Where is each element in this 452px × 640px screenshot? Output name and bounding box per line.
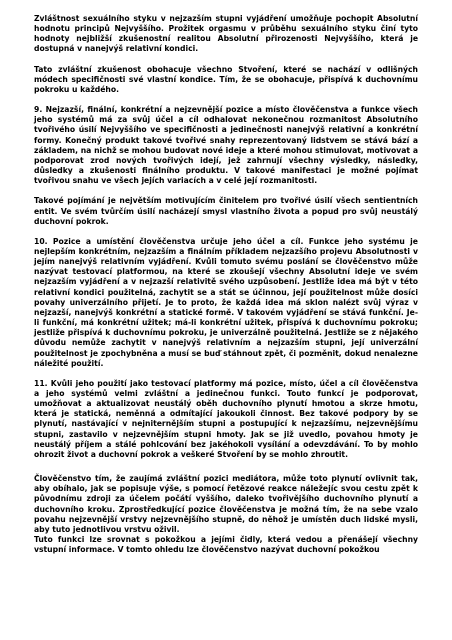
paragraph-mediator: Člověčenstvo tím, že zaujímá zvláštní pozici mediátora, může toto plynutí ovlivnit tak, aby obíhalo, jak se popisuje výše, s pomocí řetězové reakce náležejíc svou cestu zpět k původnímu zdroji za účelem počátí vyššího, daleko tvořivějšího duchovního plynutí a duchovního kroku. Zprostředkující pozice člověčenstva je možná tím, že na sebe vzalo povahu nejzevnější vrstvy nejzevnějšího stupně, do něhož je umístěn duch lidské mysli, aby tuto jednotlivou vrstvu oživil. bbox=[34, 474, 418, 534]
paragraph-conception: Takové pojímání je největším motivujícím činitelem pro tvořivé úsilí všech sentientních entit. Ve svém tvůrčím úsilí nacházejí smysl vlastního života a popud pro svůj neustálý duchovní pokrok. bbox=[34, 196, 418, 226]
paragraph-point-10: 10. Pozice a umístění člověčenstva určuje jeho účel a cíl. Funkce jeho systému je nejlepším konkrétním, nejzazším a finálním příkladem nejzazšího projevu Absolutnosti v jejím nanejvýš relativním vyjádření. Kvůli tomuto svému poslání se člověčenstvo může nazývat testovací platformou, na které se zkoušejí všechny Absolutní ideje ve svém nejzazším vyjádření a v nejzazší relativitě svého uzpůsobení. Jestliže idea má být v této relativní kondici použitelná, zachytit se a stát se účinnou, její použitelnost může dosíci povahy univerzálního přijetí. Je to proto, že každá idea má sklon nalézt svůj výraz v nejzazší, nanejvýš konkrétní a statické formě. V takovém vyjádření se stává funkční. Je-li funkční, má konkrétní užitek; má-li konkrétní užitek, přispívá k duchovnímu pokroku; jestliže přispívá k duchovnímu pokroku, je univerzálně použitelná. Jestliže se z nějakého důvodu nemůže zachytit v nanejvýš relativním a nejzazším stupni, její univerzální použitelnost je zpochybněna a musí se buď stáhnout zpět, či pozměnit, dokud nenalezne náležité použití. bbox=[34, 236, 418, 368]
paragraph-sexual-union: Zvláštnost sexuálního styku v nejzazším stupni vyjádření umožňuje pochopit Absolutní hodnotu principů Nejvyššího. Prožitek orgasmu v průběhu sexuálního styku činí tyto hodnoty nejbližší zkušenostní realitou Absolutní přirozenosti Nejvyššího, která je dostupná v nanejvýš relativní kondici. bbox=[34, 14, 418, 54]
paragraph-point-11: 11. Kvůli jeho použití jako testovací platformy má pozice, místo, účel a cíl člověčenstva a jeho systémů velmi zvláštní a jedinečnou funkci. Touto funkcí je podporovat, umožňovat a aktualizovat neustálý oběh duchovního plynutí hmotou a skrze hmotu, která je statická, neměnná a odmítající jakoukoli činnost. Bez takové podpory by se plynutí, nastávající v nejniternějším stupni a postupující k nejzazšímu, nejzevnějšímu stupni, zastavilo v nejzevnějším stupni hmoty. Jak se již uvedlo, povahou hmoty je neustálý příjem a stálé pohlcování bez jakéhokoli vysílání a odevzdávání. To by mohlo ohrozit život a duchovní pokrok a veškeré Stvoření by se mohlo zhroutit. bbox=[34, 378, 418, 459]
paragraph-skin: Tuto funkci lze srovnat s pokožkou a jejími čidly, která vedou a přenášejí všechny vstupní informace. V tomto ohledu lze člověčenstvo nazývat duchovní pokožkou bbox=[34, 535, 418, 555]
paragraph-special-experience: Tato zvláštní zkušenost obohacuje všechno Stvoření, které se nachází v odlišných módech specifičnosti své vlastní kondice. Tím, že se obohacuje, přispívá k duchovnímu pokroku u každého. bbox=[34, 64, 418, 94]
paragraph-point-9: 9. Nejzazší, finální, konkrétní a nejzevnější pozice a místo člověčenstva a funkce všech jeho systémů má za svůj účel a cíl odhalovat nekonečnou rozmanitost Absolutního tvořivého úsilí Nejvyššího ve specifičnosti a jedinečnosti nanejvýš relativní a konkrétní formy. Konečný produkt takové tvořivé snahy reprezentovaný lidstvem se stává bází a základem, na nichž se mohou budovat nové ideje a které mohou stimulovat, motivovat a podporovat zrod nových tvořivých idejí, jež zahrnují všechny výsledky, následky, důsledky a zkušenosti finálního produktu. V takové manifestaci je možné pojímat tvořivou snahu ve všech jejích variacích a v celé její rozmanitosti. bbox=[34, 105, 418, 186]
